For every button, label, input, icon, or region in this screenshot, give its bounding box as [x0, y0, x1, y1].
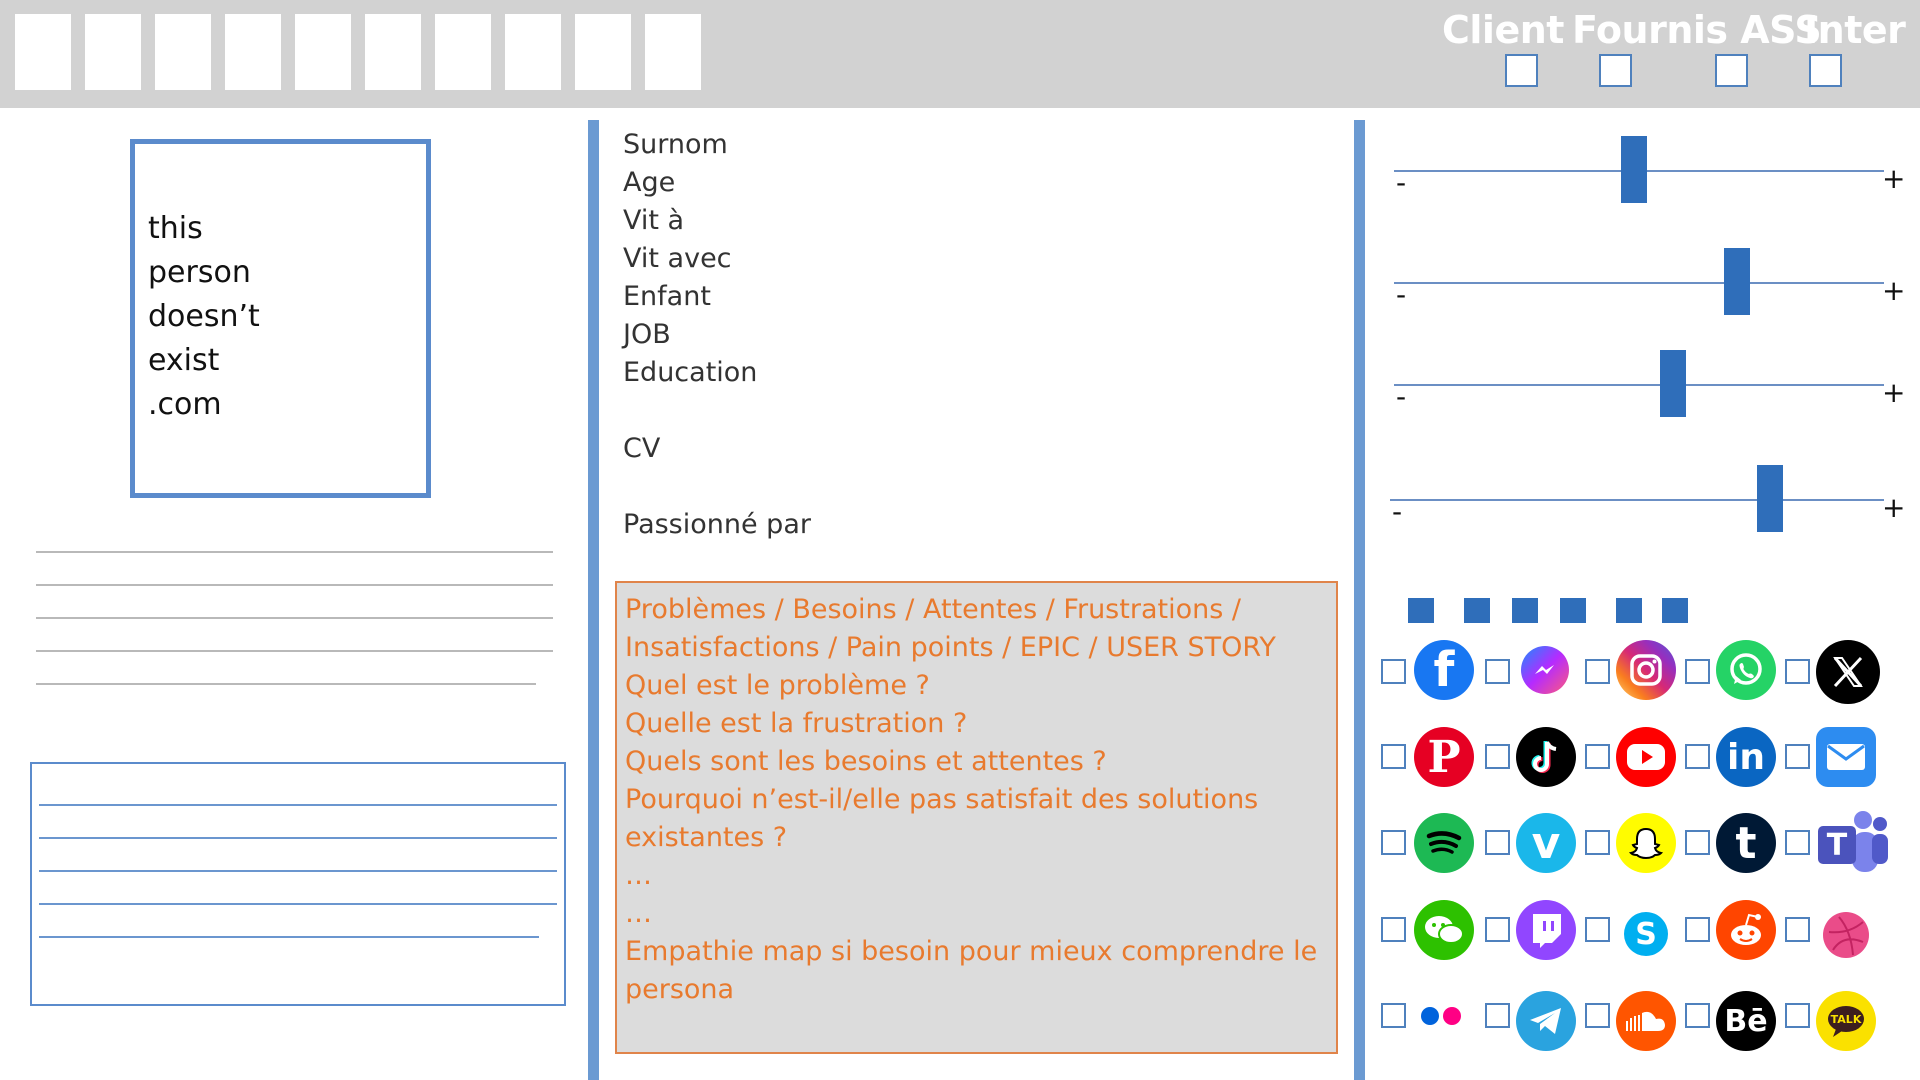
info-line — [36, 650, 553, 652]
info-line — [36, 584, 553, 586]
problems-line: Empathie map si besoin pour mieux comprendre le — [625, 936, 1318, 967]
photo-text-line: doesn’t — [148, 299, 260, 334]
telegram-icon[interactable] — [1516, 991, 1576, 1051]
wechat-icon[interactable] — [1414, 900, 1474, 960]
instagram-checkbox[interactable] — [1585, 659, 1610, 684]
slider-plus-label: + — [1882, 162, 1906, 195]
header-tab-10[interactable] — [645, 14, 701, 90]
indicator-square — [1512, 598, 1538, 623]
notes-line — [39, 804, 557, 806]
dribbble-icon[interactable] — [1823, 912, 1869, 958]
role-label-client: Client — [1442, 8, 1564, 52]
telegram-checkbox[interactable] — [1485, 1003, 1510, 1028]
slider-minus-label: - — [1392, 495, 1403, 528]
kakaotalk-icon[interactable] — [1816, 991, 1876, 1051]
facebook-checkbox[interactable] — [1381, 659, 1406, 684]
flickr-icon[interactable] — [1418, 1004, 1464, 1028]
whatsapp-icon[interactable] — [1716, 640, 1776, 700]
slider-track — [1390, 499, 1884, 501]
pinterest-checkbox[interactable] — [1381, 744, 1406, 769]
field-enfant: Enfant — [623, 281, 711, 312]
problems-box[interactable] — [615, 581, 1338, 1054]
soundcloud-checkbox[interactable] — [1585, 1003, 1610, 1028]
tumblr-checkbox[interactable] — [1685, 830, 1710, 855]
twitch-checkbox[interactable] — [1485, 917, 1510, 942]
slider-plus-label: + — [1882, 491, 1906, 524]
field-surnom: Surnom — [623, 129, 728, 160]
header-tab-7[interactable] — [435, 14, 491, 90]
role-label-inter: Inter — [1804, 8, 1906, 52]
spotify-icon[interactable] — [1414, 813, 1474, 873]
kakaotalk-checkbox[interactable] — [1785, 1003, 1810, 1028]
info-line — [36, 617, 553, 619]
photo-text-line: person — [148, 255, 251, 290]
header-tab-2[interactable] — [85, 14, 141, 90]
persona-photo-placeholder[interactable] — [130, 139, 431, 498]
snapchat-checkbox[interactable] — [1585, 830, 1610, 855]
x-icon[interactable] — [1816, 640, 1880, 704]
field-job: JOB — [623, 319, 671, 350]
indicator-square — [1464, 598, 1490, 623]
tumblr-icon[interactable]: t — [1716, 813, 1776, 873]
teams-checkbox[interactable] — [1785, 830, 1810, 855]
twitch-icon[interactable] — [1516, 900, 1576, 960]
header-tab-4[interactable] — [225, 14, 281, 90]
field-education: Education — [623, 357, 758, 388]
indicator-square — [1408, 598, 1434, 623]
indicator-square — [1616, 598, 1642, 623]
info-line — [36, 551, 553, 553]
whatsapp-checkbox[interactable] — [1685, 659, 1710, 684]
header-tab-9[interactable] — [575, 14, 631, 90]
svg-text:TALK: TALK — [1830, 1013, 1862, 1026]
slider-track — [1394, 384, 1884, 386]
indicator-square — [1560, 598, 1586, 623]
field-passionne: Passionné par — [623, 509, 811, 540]
role-checkbox-inter[interactable] — [1809, 54, 1842, 87]
facebook-icon[interactable]: f — [1414, 640, 1474, 700]
dribbble-checkbox[interactable] — [1785, 917, 1810, 942]
messenger-icon[interactable] — [1521, 646, 1569, 694]
column-divider-left — [588, 120, 599, 1080]
problems-line: … — [625, 860, 652, 891]
snapchat-icon[interactable] — [1616, 813, 1676, 873]
slider-track — [1394, 282, 1884, 284]
slider-plus-label: + — [1882, 376, 1906, 409]
linkedin-checkbox[interactable] — [1685, 744, 1710, 769]
messenger-checkbox[interactable] — [1485, 659, 1510, 684]
problems-line: Insatisfactions / Pain points / EPIC / USER STORY — [625, 632, 1276, 663]
slider-minus-label: - — [1396, 278, 1407, 311]
field-vit-avec: Vit avec — [623, 243, 732, 274]
slider-minus-label: - — [1396, 380, 1407, 413]
mail-checkbox[interactable] — [1785, 744, 1810, 769]
skype-icon[interactable]: S — [1624, 912, 1668, 956]
notes-line — [39, 936, 539, 938]
tiktok-icon[interactable] — [1516, 727, 1576, 787]
youtube-icon[interactable] — [1616, 727, 1676, 787]
info-line — [36, 683, 536, 685]
behance-icon[interactable]: Bē — [1716, 991, 1776, 1051]
problems-line: Quels sont les besoins et attentes ? — [625, 746, 1107, 777]
problems-line: Quel est le problème ? — [625, 670, 930, 701]
vimeo-icon[interactable]: v — [1516, 813, 1576, 873]
skype-checkbox[interactable] — [1585, 917, 1610, 942]
notes-box[interactable] — [30, 762, 566, 1006]
slider-thumb[interactable] — [1660, 350, 1686, 417]
problems-line: … — [625, 898, 652, 929]
linkedin-icon[interactable]: in — [1716, 727, 1776, 787]
slider-thumb[interactable] — [1724, 248, 1750, 315]
slider-plus-label: + — [1882, 274, 1906, 307]
svg-text:T: T — [1826, 828, 1848, 863]
column-divider-right — [1354, 120, 1365, 1080]
slider-minus-label: - — [1396, 166, 1407, 199]
problems-line: Problèmes / Besoins / Attentes / Frustrations / — [625, 594, 1241, 625]
youtube-checkbox[interactable] — [1585, 744, 1610, 769]
field-vit-a: Vit à — [623, 205, 685, 236]
problems-line: Quelle est la frustration ? — [625, 708, 968, 739]
header-tab-3[interactable] — [155, 14, 211, 90]
pinterest-icon[interactable]: P — [1414, 727, 1474, 787]
soundcloud-icon[interactable] — [1616, 991, 1676, 1051]
x-checkbox[interactable] — [1785, 659, 1810, 684]
role-label-fournis: Fournis ASS — [1572, 8, 1822, 52]
role-checkbox-ass[interactable] — [1715, 54, 1748, 87]
wechat-checkbox[interactable] — [1381, 917, 1406, 942]
flickr-checkbox[interactable] — [1381, 1003, 1406, 1028]
problems-line: existantes ? — [625, 822, 788, 853]
problems-line: persona — [625, 974, 735, 1005]
photo-text-line: exist — [148, 343, 220, 378]
instagram-icon[interactable] — [1616, 640, 1676, 700]
spotify-checkbox[interactable] — [1381, 830, 1406, 855]
tiktok-checkbox[interactable] — [1485, 744, 1510, 769]
header-tab-5[interactable] — [295, 14, 351, 90]
slider-thumb[interactable] — [1621, 136, 1647, 203]
mail-icon[interactable] — [1816, 727, 1876, 787]
field-age: Age — [623, 167, 676, 198]
problems-line: Pourquoi n’est-il/elle pas satisfait des solutions — [625, 784, 1259, 815]
teams-icon[interactable] — [1816, 808, 1890, 878]
notes-line — [39, 837, 557, 839]
header-bar — [0, 0, 1920, 108]
indicator-square — [1662, 598, 1688, 623]
role-checkbox-fournis[interactable] — [1599, 54, 1632, 87]
reddit-checkbox[interactable] — [1685, 917, 1710, 942]
notes-line — [39, 903, 557, 905]
slider-thumb[interactable] — [1757, 465, 1783, 532]
header-tab-1[interactable] — [15, 14, 71, 90]
photo-text-line: this — [148, 211, 203, 246]
notes-line — [39, 870, 557, 872]
role-checkbox-client[interactable] — [1505, 54, 1538, 87]
header-tab-6[interactable] — [365, 14, 421, 90]
photo-text-line: .com — [148, 387, 222, 422]
reddit-icon[interactable] — [1716, 900, 1776, 960]
field-cv: CV — [623, 433, 661, 464]
header-tab-8[interactable] — [505, 14, 561, 90]
behance-checkbox[interactable] — [1685, 1003, 1710, 1028]
vimeo-checkbox[interactable] — [1485, 830, 1510, 855]
